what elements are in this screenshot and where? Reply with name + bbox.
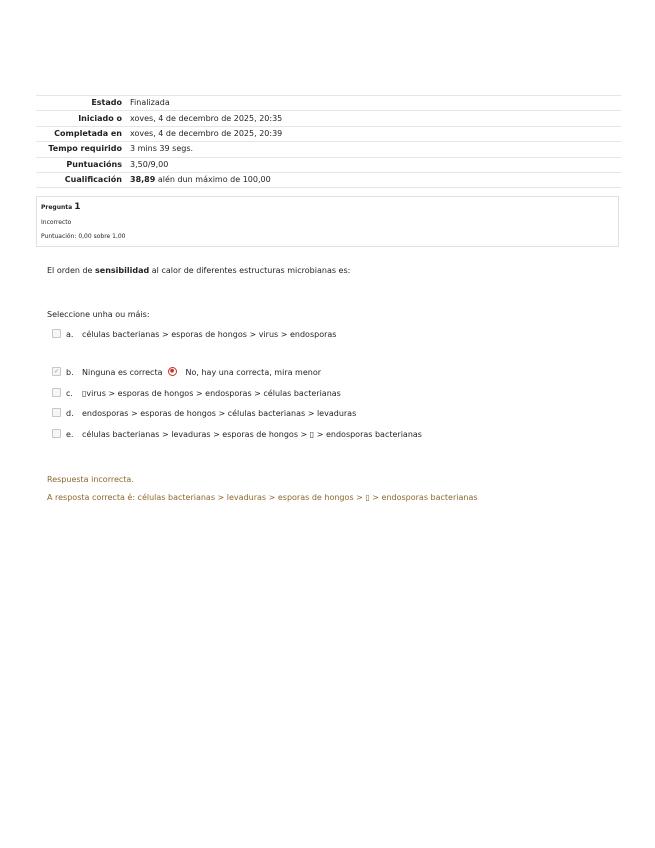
question-text-emphasis: sensibilidad <box>95 266 150 275</box>
question-text-start: El orden de <box>47 266 96 275</box>
question-number <box>41 202 618 212</box>
option-letter: e. <box>66 430 74 439</box>
option-feedback: No, hay una correcta, mira menor <box>185 368 322 377</box>
result-feedback: Respuesta incorrecta. <box>47 475 134 484</box>
summary-value: 3,50/9,00 <box>128 157 621 172</box>
summary-value: xoves, 4 de decembro de 2025, 20:39 <box>128 126 621 141</box>
attempt-summary-table <box>36 95 621 188</box>
summary-row-marks <box>36 157 621 172</box>
option-letter: b. <box>66 368 74 377</box>
option-letter: c. <box>66 389 73 398</box>
question-info-box <box>36 196 619 247</box>
summary-row-grade <box>36 172 621 187</box>
grade-value: 38,89 <box>130 175 156 185</box>
grade-suffix: alén dun máximo de 100,00 <box>155 175 271 185</box>
option-letter: d. <box>66 409 74 418</box>
summary-value: Finalizada <box>128 96 621 111</box>
question-prefix: Pregunta <box>41 204 73 211</box>
option-text: células bacterianas > esporas de hongos > virus > endosporas <box>82 330 337 339</box>
summary-label: Puntuacións <box>36 157 128 172</box>
answer-prompt: Seleccione unha ou máis: <box>47 310 150 319</box>
summary-label: Cualificación <box>36 172 128 187</box>
summary-row-state <box>36 96 621 111</box>
option-checkbox[interactable] <box>52 329 61 338</box>
option-letter: a. <box>66 330 74 339</box>
question-grade: Puntuación: 0,00 sobre 1,00 <box>41 233 126 240</box>
summary-row-time-taken <box>36 142 621 157</box>
correct-answer-feedback: A resposta correcta é: células bacterianas > levaduras > esporas de hongos > ▯ > endosporas bacterianas <box>47 493 478 502</box>
answer-option-a[interactable] <box>52 329 336 340</box>
answer-option-d[interactable] <box>52 408 356 419</box>
option-checkbox[interactable] <box>52 429 61 438</box>
question-number-value: 1 <box>74 202 81 212</box>
summary-value: xoves, 4 de decembro de 2025, 20:35 <box>128 111 621 126</box>
summary-value <box>128 172 621 187</box>
summary-row-completed <box>36 126 621 141</box>
summary-row-started <box>36 111 621 126</box>
option-text: Ninguna es correcta <box>82 368 163 377</box>
option-checkbox[interactable] <box>52 408 61 417</box>
check-icon: ✓ <box>53 368 60 375</box>
answer-option-e[interactable] <box>52 429 422 440</box>
question-state: Incorrecto <box>41 219 72 226</box>
summary-label: Completada en <box>36 126 128 141</box>
answer-option-b[interactable] <box>52 367 321 378</box>
option-text: ▯virus > esporas de hongos > endosporas > células bacterianas <box>82 389 341 398</box>
option-checkbox-checked[interactable] <box>52 367 61 376</box>
incorrect-circle-icon: ● <box>168 367 177 376</box>
summary-value: 3 mins 39 segs. <box>128 142 621 157</box>
question-text-end: al calor de diferentes estructuras microbianas es: <box>149 266 351 275</box>
summary-label: Tempo requirido <box>36 142 128 157</box>
question-text <box>47 266 350 275</box>
option-text: endosporas > esporas de hongos > células bacterianas > levaduras <box>82 409 357 418</box>
option-checkbox[interactable] <box>52 388 61 397</box>
summary-label: Iniciado o <box>36 111 128 126</box>
answer-option-c[interactable] <box>52 388 341 399</box>
option-text: células bacterianas > levaduras > esporas de hongos > ▯ > endosporas bacterianas <box>82 430 422 439</box>
summary-label: Estado <box>36 96 128 111</box>
